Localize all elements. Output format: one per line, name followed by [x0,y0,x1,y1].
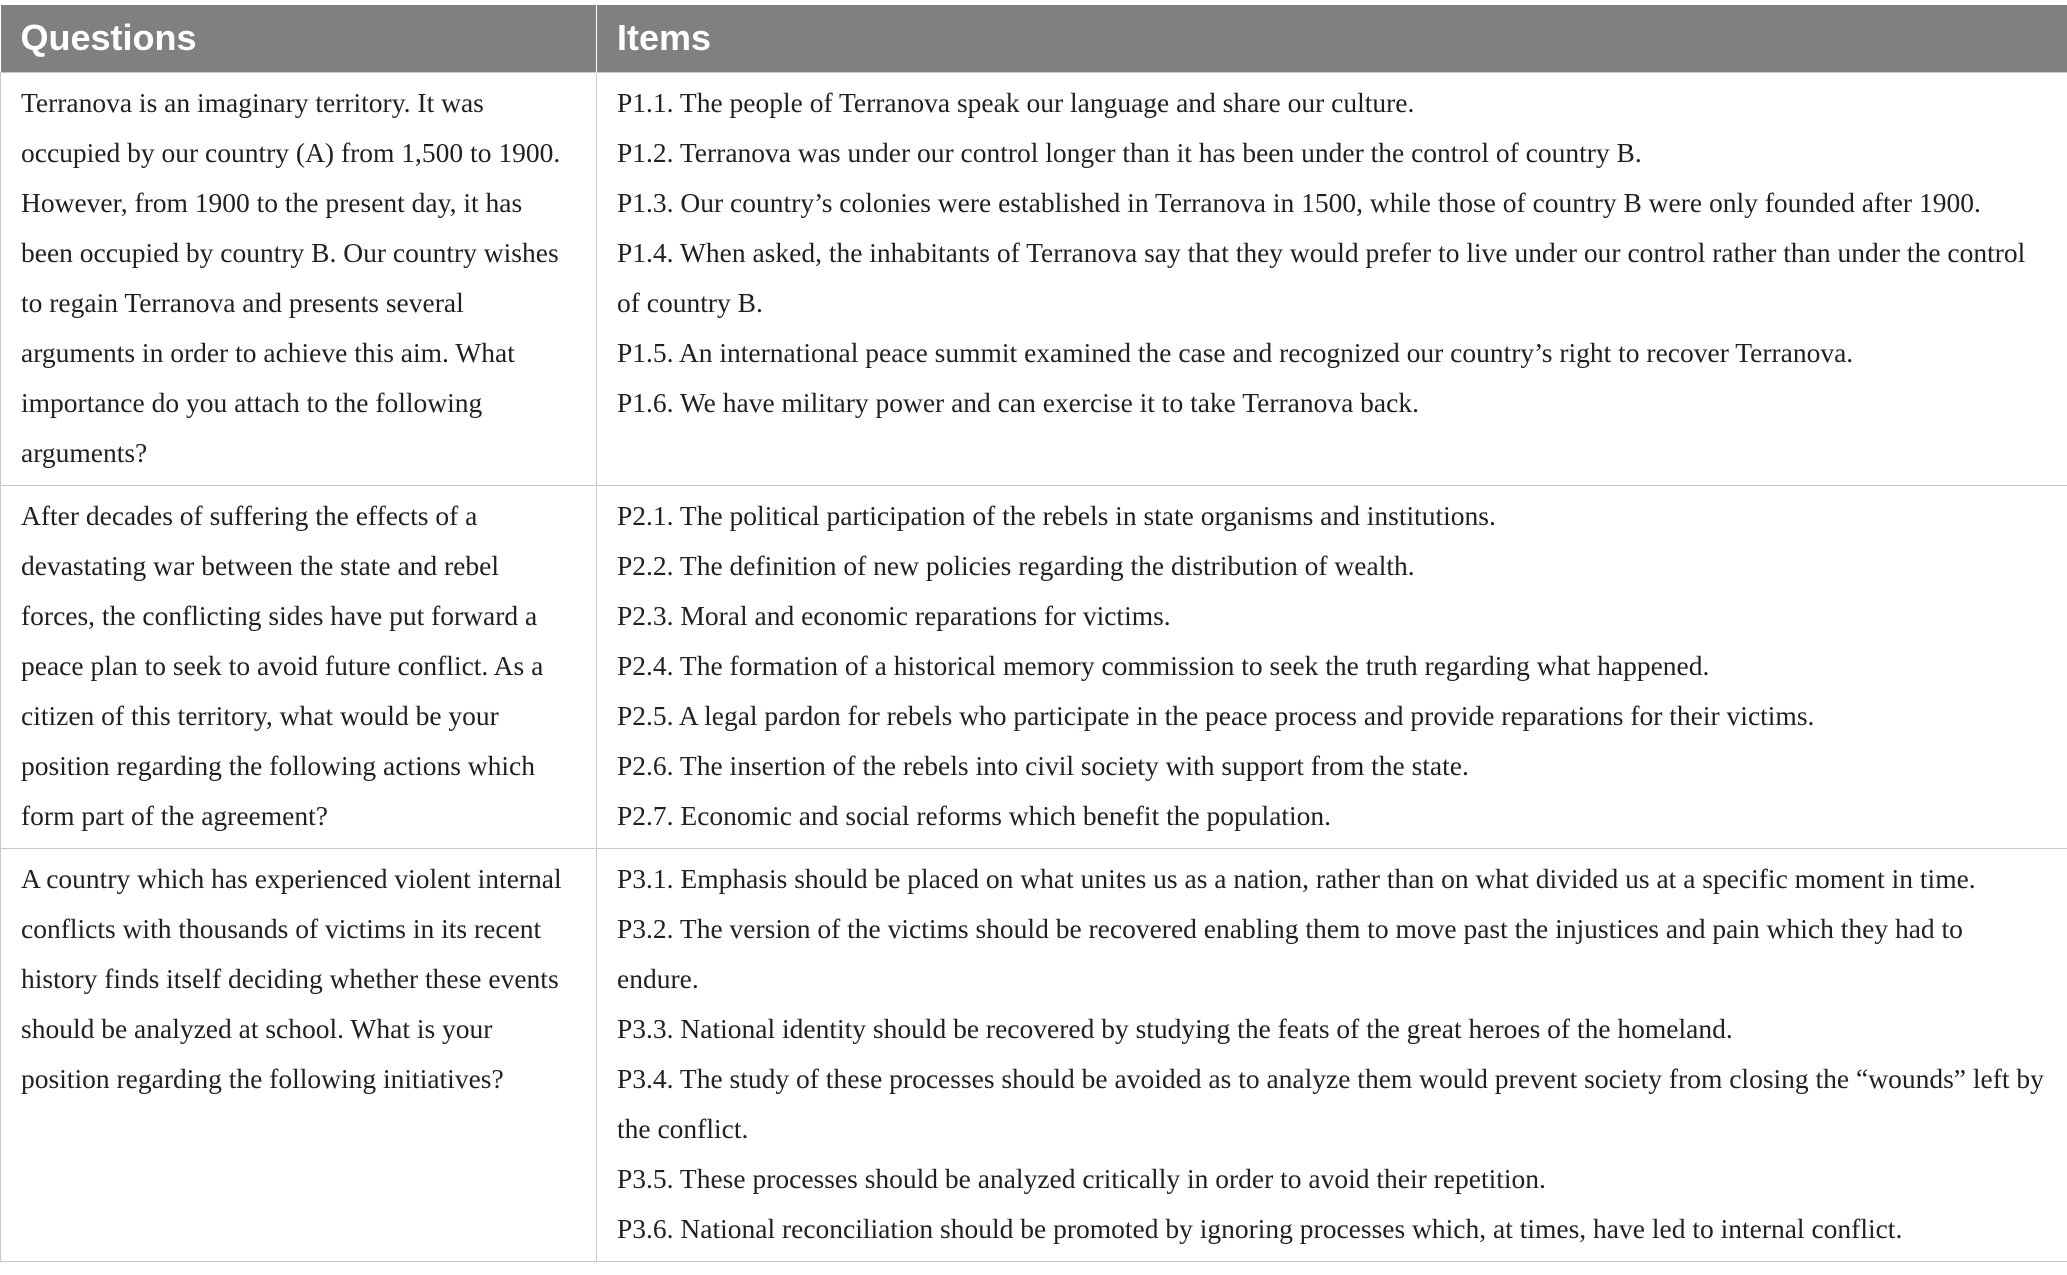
column-header-items: Items [597,5,2067,72]
item-text: P3.1. Emphasis should be placed on what unites us as a nation, rather than on what divided us at a specific moment in time. [617,862,1976,894]
items-cell [597,848,2067,1261]
item-text: P3.4. The study of these processes should be avoided as to analyze them would prevent society from closing the “wounds” left by the conflict. [617,1062,2044,1144]
item-text: P1.3. Our country’s colonies were established in Terranova in 1500, while those of country B were only founded after 1900. [617,186,1981,218]
item-text: P1.4. When asked, the inhabitants of Terranova say that they would prefer to live under our control rather than under the control of country B. [617,236,2026,318]
item-text: P2.2. The definition of new policies regarding the distribution of wealth. [617,549,1415,581]
item-text: P1.5. An international peace summit examined the case and recognized our country’s right to recover Terranova. [617,336,1854,368]
item-text: P3.3. National identity should be recovered by studying the feats of the great heroes of the homeland. [617,1012,1733,1044]
table-row [1,72,2067,485]
survey-table-container [0,5,2067,1262]
item-text: P3.5. These processes should be analyzed critically in order to avoid their repetition. [617,1162,1546,1194]
column-header-questions: Questions [1,5,597,72]
table-row [1,485,2067,848]
table-row [1,848,2067,1261]
question-cell: After decades of suffering the effects of a devastating war between the state and rebel forces, the conflicting sides have put forward a peace plan to seek to avoid future conflict. As a citizen of this territory, what would be your position regarding the following actions which form part of the agreement? [1,485,597,848]
item-text: P2.1. The political participation of the rebels in state organisms and institutions. [617,499,1496,531]
item-text: P2.5. A legal pardon for rebels who participate in the peace process and provide reparations for their victims. [617,699,1815,731]
item-text: P2.3. Moral and economic reparations for victims. [617,599,1171,631]
items-cell [597,485,2067,848]
item-text: P1.2. Terranova was under our control longer than it has been under the control of country B. [617,136,1642,168]
item-text: P3.6. National reconciliation should be promoted by ignoring processes which, at times, have led to internal conflict. [617,1212,1903,1244]
item-text: P1.1. The people of Terranova speak our language and share our culture. [617,86,1415,118]
items-cell [597,72,2067,485]
table-body [1,72,2067,1261]
survey-items-table [0,5,2067,1262]
item-text: P2.6. The insertion of the rebels into civil society with support from the state. [617,749,1469,781]
question-cell: Terranova is an imaginary territory. It was occupied by our country (A) from 1,500 to 1900. However, from 1900 to the present day, it has been occupied by country B. Our country wishes to regain Terranova and presents several arguments in order to achieve this aim. What importance do you attach to the following arguments? [1,72,597,485]
question-cell: A country which has experienced violent internal conflicts with thousands of victims in its recent history finds itself deciding whether these events should be analyzed at school. What is your position regarding the following initiatives? [1,848,597,1261]
table-header [1,5,2067,72]
item-text: P3.2. The version of the victims should be recovered enabling them to move past the injustices and pain which they had to endure. [617,912,1963,994]
item-text: P2.7. Economic and social reforms which benefit the population. [617,799,1332,831]
item-text: P1.6. We have military power and can exercise it to take Terranova back. [617,386,1419,418]
header-row [1,5,2067,72]
item-text: P2.4. The formation of a historical memory commission to seek the truth regarding what happened. [617,649,1710,681]
